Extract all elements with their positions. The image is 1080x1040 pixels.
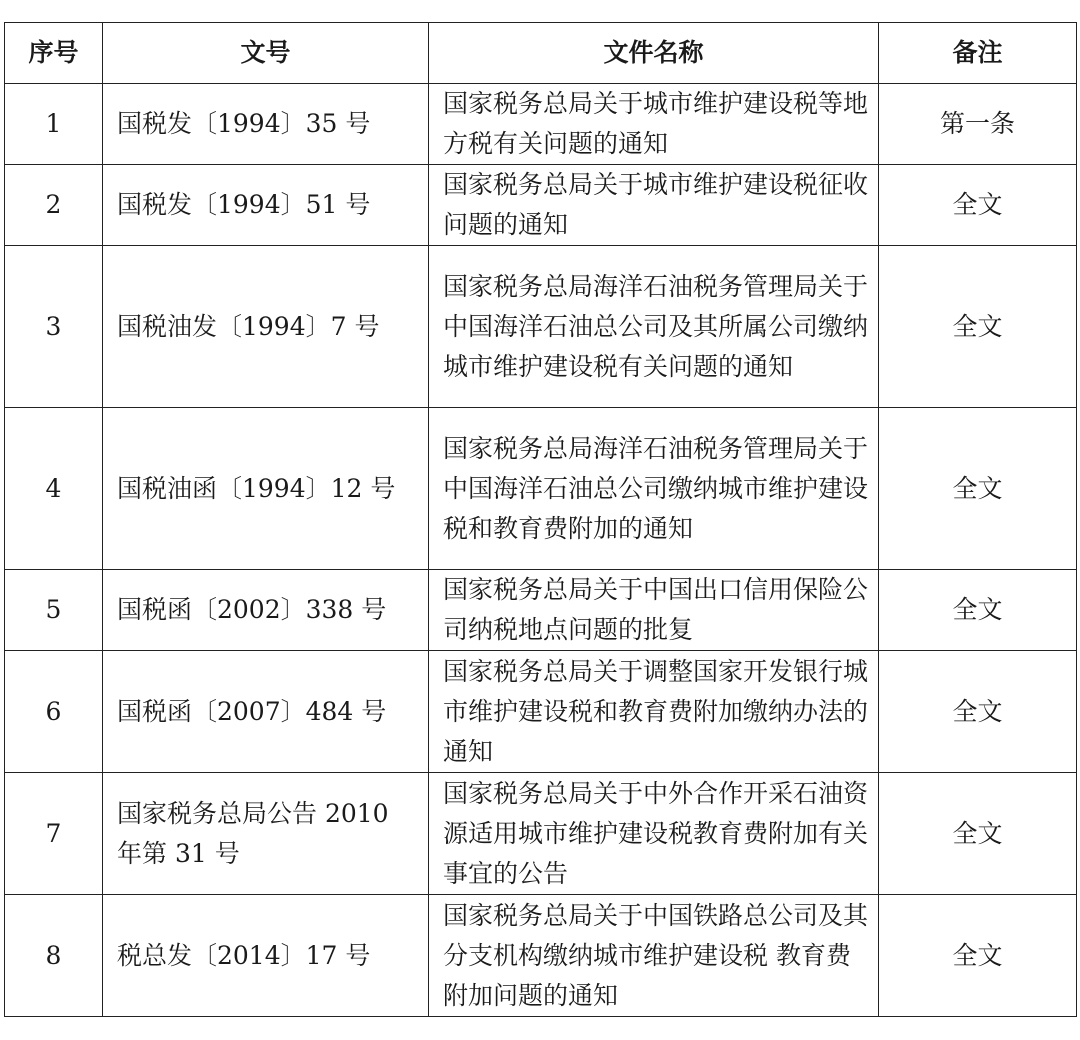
cell-seq: 6	[5, 651, 103, 773]
cell-doc-number: 国税发〔1994〕51 号	[103, 165, 429, 246]
cell-doc-number: 税总发〔2014〕17 号	[103, 895, 429, 1017]
cell-remark: 全文	[879, 165, 1077, 246]
cell-remark: 第一条	[879, 84, 1077, 165]
document-table	[4, 22, 1077, 1017]
cell-doc-number: 国税函〔2002〕338 号	[103, 570, 429, 651]
table-row	[5, 408, 1077, 570]
table-row	[5, 84, 1077, 165]
cell-doc-number: 国税油发〔1994〕7 号	[103, 246, 429, 408]
cell-doc-number: 国家税务总局公告 2010 年第 31 号	[103, 773, 429, 895]
header-seq: 序号	[5, 23, 103, 84]
cell-doc-name: 国家税务总局关于城市维护建设税等地方税有关问题的通知	[429, 84, 879, 165]
cell-doc-name: 国家税务总局海洋石油税务管理局关于中国海洋石油总公司及其所属公司缴纳城市维护建设税有关问题的通知	[429, 246, 879, 408]
table-row	[5, 895, 1077, 1017]
cell-doc-name: 国家税务总局关于调整国家开发银行城市维护建设税和教育费附加缴纳办法的通知	[429, 651, 879, 773]
table-row	[5, 651, 1077, 773]
cell-doc-name: 国家税务总局海洋石油税务管理局关于中国海洋石油总公司缴纳城市维护建设税和教育费附加的通知	[429, 408, 879, 570]
table-row	[5, 165, 1077, 246]
cell-remark: 全文	[879, 895, 1077, 1017]
cell-doc-name: 国家税务总局关于中国铁路总公司及其分支机构缴纳城市维护建设税 教育费附加问题的通知	[429, 895, 879, 1017]
cell-seq: 1	[5, 84, 103, 165]
table-row	[5, 570, 1077, 651]
cell-doc-number: 国税发〔1994〕35 号	[103, 84, 429, 165]
cell-remark: 全文	[879, 408, 1077, 570]
cell-remark: 全文	[879, 570, 1077, 651]
cell-doc-number: 国税函〔2007〕484 号	[103, 651, 429, 773]
header-row	[5, 23, 1077, 84]
table-header	[5, 23, 1077, 84]
header-doc-name: 文件名称	[429, 23, 879, 84]
cell-remark: 全文	[879, 651, 1077, 773]
cell-doc-name: 国家税务总局关于中国出口信用保险公司纳税地点问题的批复	[429, 570, 879, 651]
table-body	[5, 84, 1077, 1017]
header-doc-number: 文号	[103, 23, 429, 84]
cell-seq: 4	[5, 408, 103, 570]
cell-seq: 8	[5, 895, 103, 1017]
table-row	[5, 246, 1077, 408]
cell-seq: 2	[5, 165, 103, 246]
cell-doc-name: 国家税务总局关于中外合作开采石油资源适用城市维护建设税教育费附加有关事宜的公告	[429, 773, 879, 895]
cell-seq: 7	[5, 773, 103, 895]
header-remark: 备注	[879, 23, 1077, 84]
cell-seq: 5	[5, 570, 103, 651]
cell-doc-number: 国税油函〔1994〕12 号	[103, 408, 429, 570]
cell-doc-name: 国家税务总局关于城市维护建设税征收问题的通知	[429, 165, 879, 246]
table-row	[5, 773, 1077, 895]
cell-remark: 全文	[879, 246, 1077, 408]
cell-seq: 3	[5, 246, 103, 408]
cell-remark: 全文	[879, 773, 1077, 895]
